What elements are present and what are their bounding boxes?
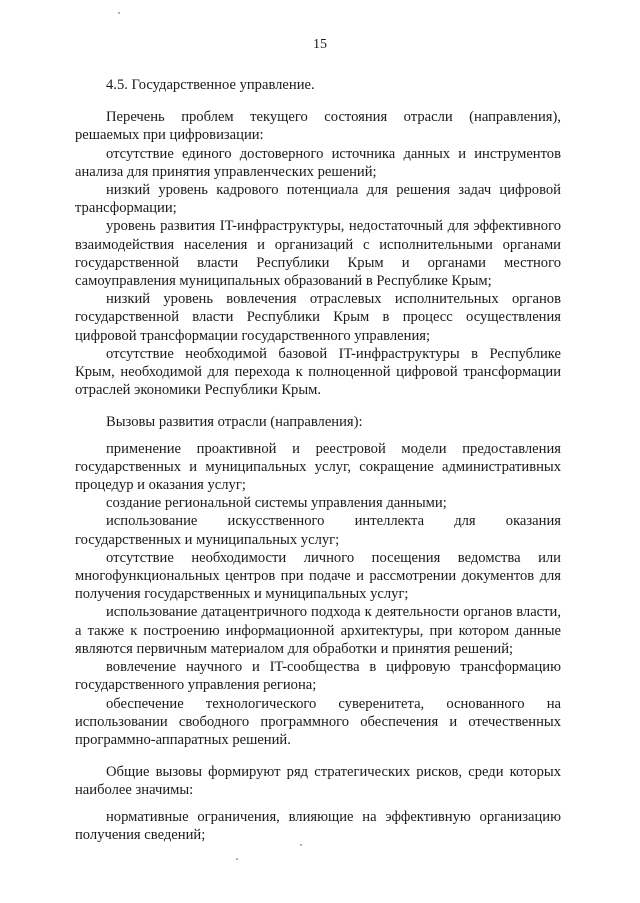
problem-item: низкий уровень вовлечения отраслевых исполнительных органов государственной власти Республики Крым в процесс осуществления цифровой трансформации государственного управления; — [75, 291, 561, 344]
challenge-item: использование датацентричного подхода к деятельности органов власти, а также к построению информационной архитектуры, при котором данные являются первичным материалом для обработки и принятия решений; — [75, 604, 561, 657]
scan-speck — [300, 844, 302, 846]
section-heading: 4.5. Государственное управление. — [106, 77, 315, 93]
problem-item: уровень развития IT-инфраструктуры, недостаточный для эффективного взаимодействия населения и организаций с исполнительными органами государственной власти Республики Крым и органами местного самоуправления муниципальных образований в Республике Крым; — [75, 218, 561, 290]
problem-item: низкий уровень кадрового потенциала для решения задач цифровой трансформации; — [75, 182, 561, 217]
challenges-intro: Вызовы развития отрасли (направления): — [106, 414, 363, 431]
challenge-item: обеспечение технологического суверенитета, основанного на использовании свободного программного обеспечения и отечественных программно-аппаратных решений. — [75, 695, 561, 748]
document-body — [75, 76, 561, 844]
scan-speck — [236, 858, 238, 860]
challenge-item: применение проактивной и реестровой модели предоставления государственных и муниципальных услуг, сокращение административных процедур и оказания услуг; — [75, 440, 561, 494]
challenge-item: отсутствие необходимости личного посещения ведомства или многофункциональных центров при подаче и рассмотрении документов для получения государственных и муниципальных услуг; — [75, 549, 561, 603]
problem-item: отсутствие необходимой базовой IT-инфраструктуры в Республике Крым, необходимой для перехода к полноценной цифровой трансформации отраслей экономики Республики Крым. — [75, 345, 561, 399]
challenge-item: использование искусственного интеллекта для оказания государственных и муниципальных услуг; — [75, 513, 561, 548]
challenge-item: вовлечение научного и IT-сообщества в цифровую трансформацию государственного управления региона; — [75, 659, 561, 694]
risks-intro: Общие вызовы формируют ряд стратегических рисков, среди которых наиболее значимы: — [75, 764, 561, 799]
problem-item: отсутствие единого достоверного источника данных и инструментов анализа для принятия управленческих решений; — [75, 145, 561, 180]
page-number: 15 — [313, 37, 327, 52]
challenge-item: создание региональной системы управления данными; — [106, 495, 447, 512]
problems-intro: Перечень проблем текущего состояния отрасли (направления), решаемых при цифровизации: — [75, 109, 561, 144]
scan-speck — [118, 12, 120, 14]
risk-item: нормативные ограничения, влияющие на эффективную организацию получения сведений; — [75, 808, 561, 843]
